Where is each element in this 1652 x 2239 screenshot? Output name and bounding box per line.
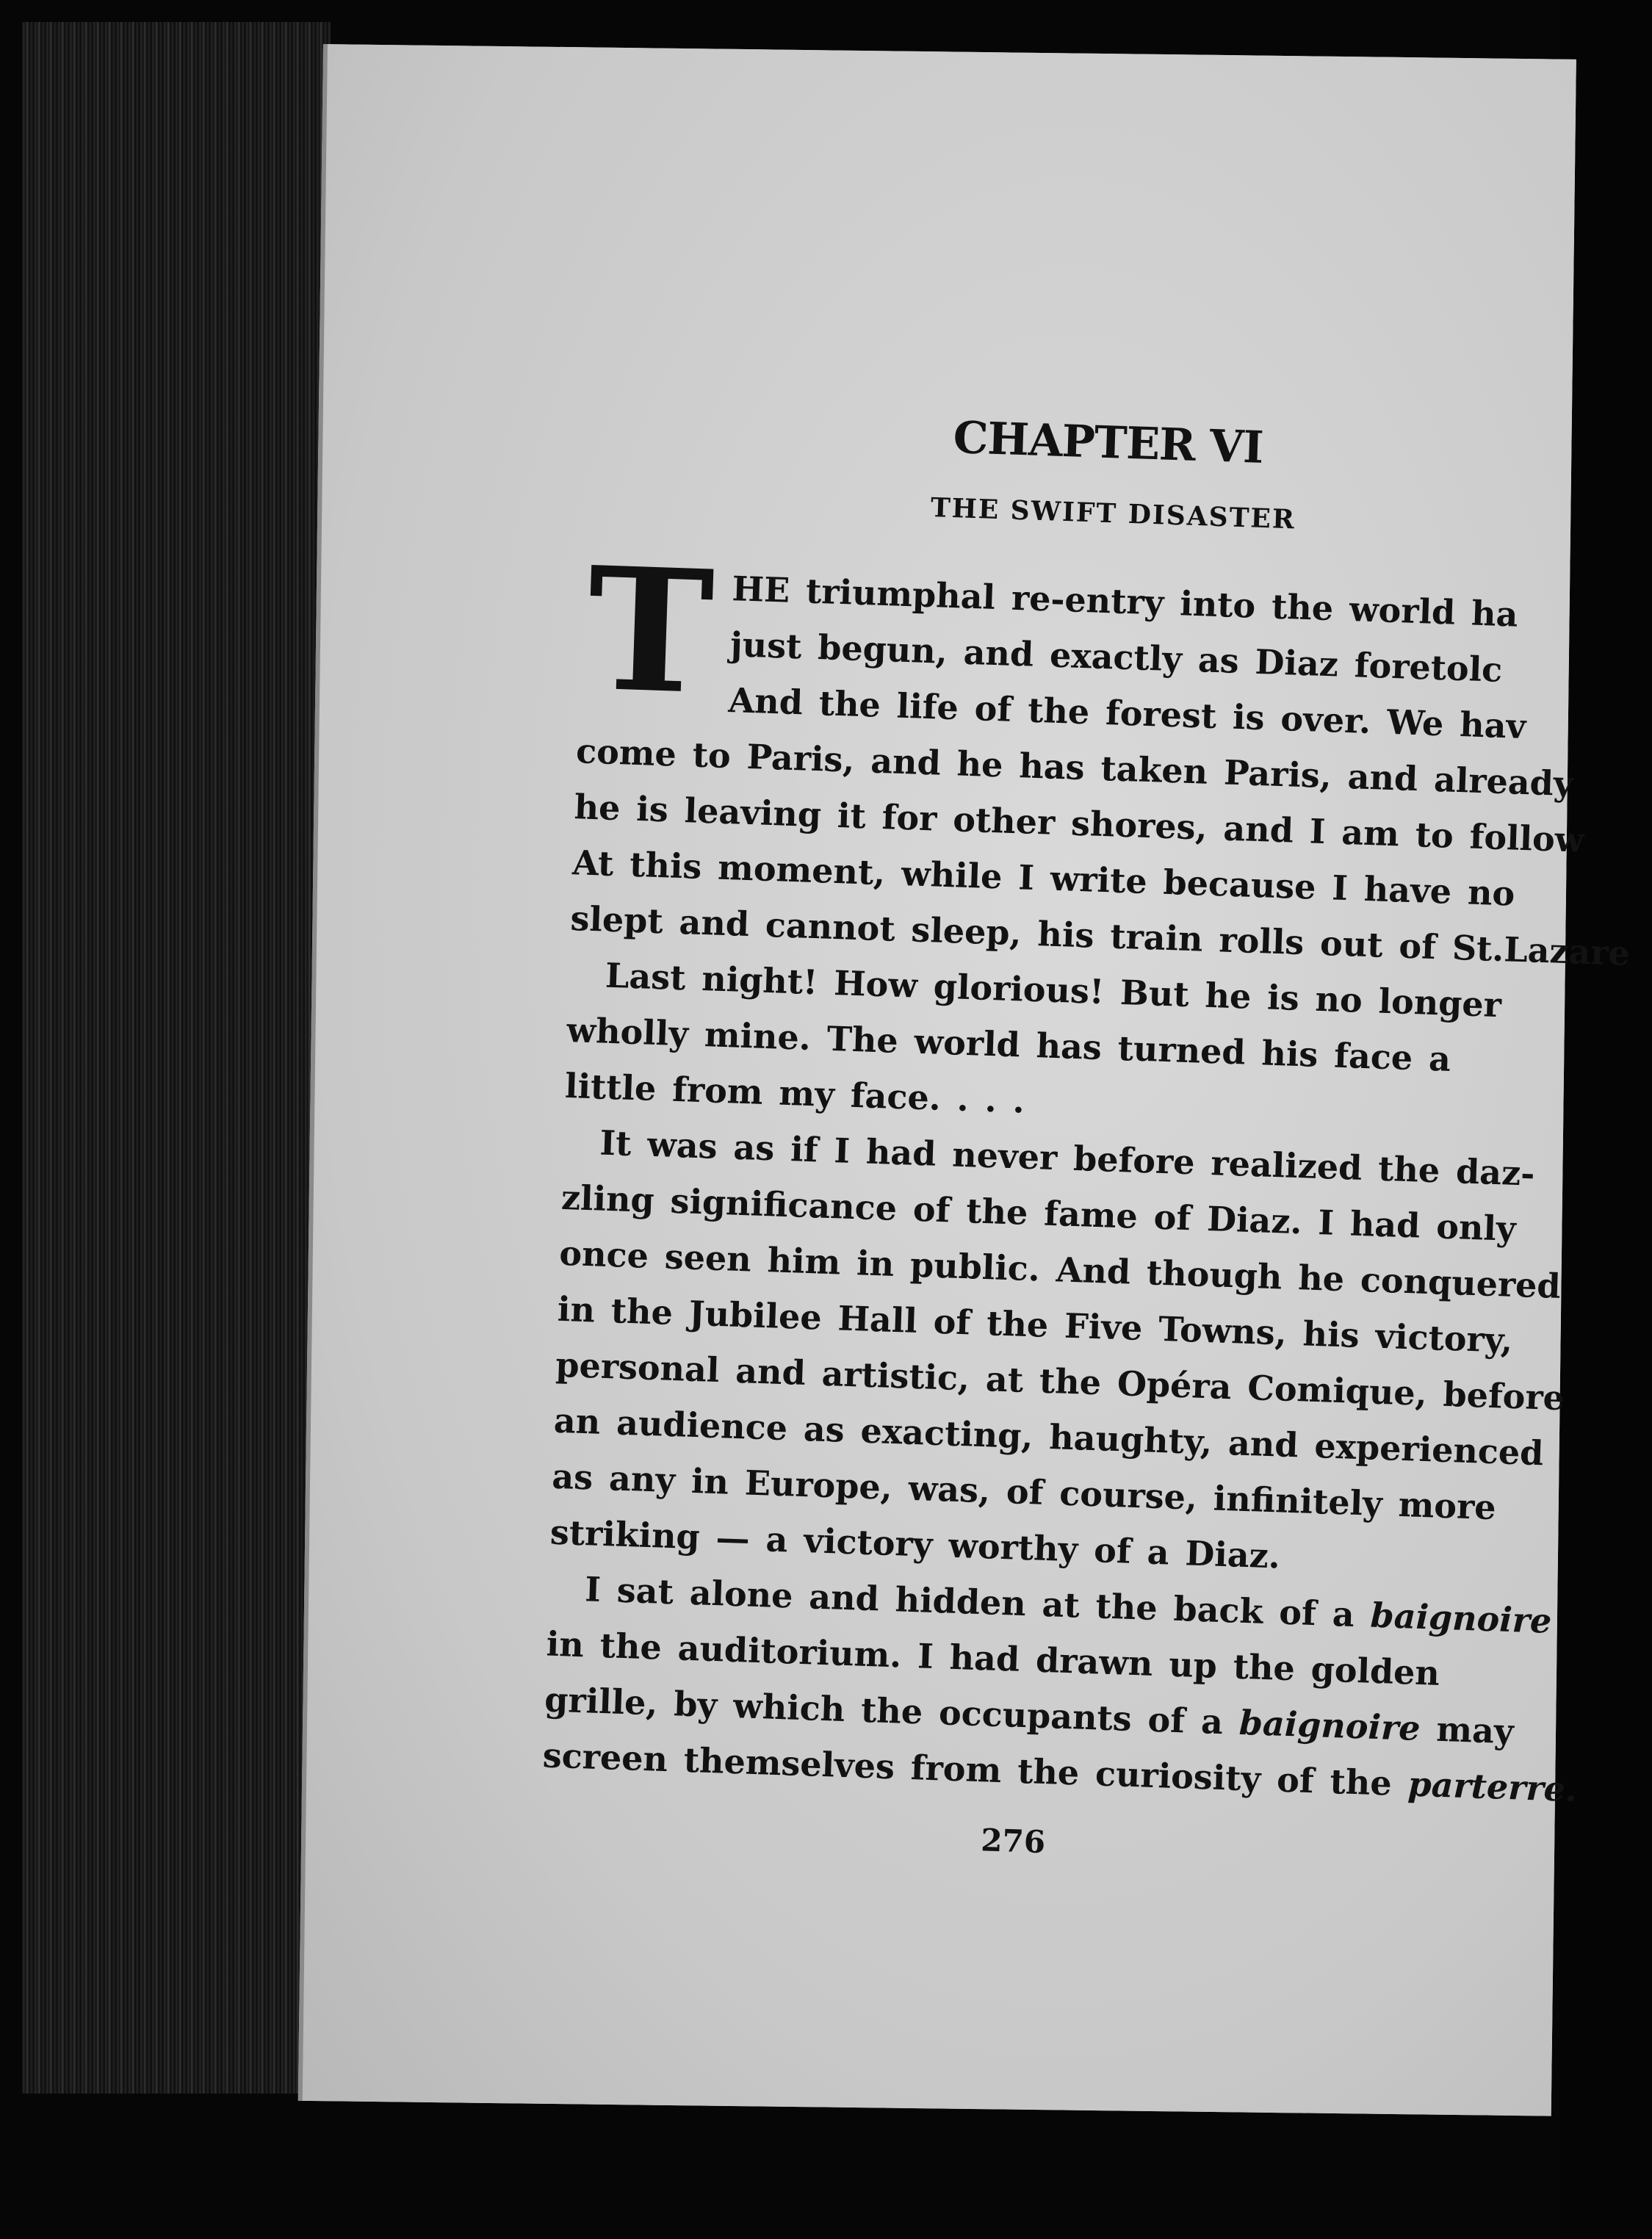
- text-line: personal and artistic, at the Opéra Comique, before: [555, 1344, 1565, 1418]
- italic-word: parterre.: [1407, 1764, 1578, 1810]
- text-line: zling significance of the fame of Diaz. I had only: [560, 1177, 1517, 1249]
- text-line: little from my face. . . .: [564, 1065, 1025, 1121]
- drop-cap-letter: T: [584, 530, 717, 733]
- text-line: Last night! How glorious! But he is no longer: [605, 955, 1502, 1025]
- text-line: an audience as exacting, haughty, and experienced: [553, 1400, 1545, 1474]
- italic-word: baignoire: [1238, 1702, 1421, 1748]
- text-segment: grille, by which the occupants of a: [544, 1679, 1224, 1742]
- text-line: he is leaving it for other shores, and I am to follow: [573, 787, 1585, 860]
- text-line: just begun, and exactly as Diaz foretolc: [729, 624, 1504, 690]
- paragraph-4: [542, 1560, 1578, 1816]
- chapter-subtitle: THE SWIFT DISASTER: [930, 492, 1296, 536]
- text-line: in the Jubilee Hall of the Five Towns, his victory,: [557, 1288, 1514, 1360]
- page-fore-edge: [22, 22, 331, 2094]
- book-page: [298, 44, 1631, 2116]
- page-number: 276: [980, 1822, 1046, 1861]
- text-line: HE triumphal re-entry into the world ha: [731, 569, 1519, 635]
- text-line: At this moment, while I write because I have no: [571, 843, 1516, 914]
- page-text-block: [539, 400, 1631, 1886]
- text-line: come to Paris, and he has taken Paris, and already: [575, 731, 1574, 804]
- text-line: slept and cannot sleep, his train rolls out of St.Lazare: [569, 898, 1631, 973]
- text-line: in the auditorium. I had drawn up the golden: [546, 1623, 1440, 1693]
- text-line: wholly mine. The world has turned his face a: [566, 1009, 1451, 1079]
- paragraph-2: [564, 946, 1554, 1146]
- text-segment: may: [1435, 1709, 1515, 1752]
- chapter-body: [539, 530, 1631, 1886]
- text-segment: screen themselves from the curiosity of the: [542, 1735, 1393, 1803]
- text-line: It was as if I had never before realized the daz-: [599, 1122, 1536, 1194]
- paragraph-3: [549, 1114, 1565, 1593]
- text-segment: I sat alone and hidden at the back of a: [584, 1569, 1355, 1634]
- text-line: striking — a victory worthy of a Diaz.: [549, 1512, 1281, 1576]
- text-line: as any in Europe, was, of course, infinitely more: [551, 1456, 1497, 1528]
- italic-word: baignoire: [1369, 1595, 1553, 1641]
- text-line: And the life of the forest is over. We hav: [727, 680, 1527, 747]
- paragraph-1: [569, 530, 1631, 978]
- chapter-title: CHAPTER VI: [952, 411, 1264, 474]
- text-line: once seen him in public. And though he conquered: [558, 1233, 1562, 1306]
